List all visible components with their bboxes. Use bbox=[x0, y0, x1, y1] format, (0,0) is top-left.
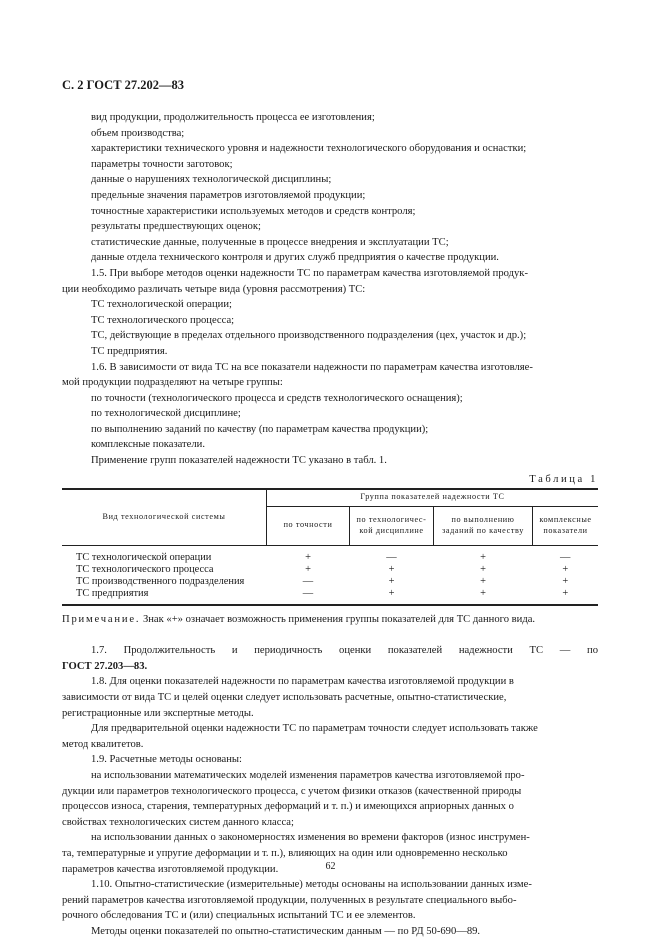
reliability-groups-table bbox=[62, 488, 598, 606]
table-caption: Таблица 1 bbox=[529, 473, 598, 485]
note-text: Знак «+» означает возможность применения группы показателей для ТС данного вида. bbox=[142, 613, 536, 625]
text-line: свойствах технологических систем данного класса; bbox=[62, 816, 294, 828]
text-line: процессов износа, старения, температурных деформаций и т. п.) и имеющихся априорных данных о bbox=[62, 801, 514, 813]
row-cell-c3: + bbox=[480, 563, 486, 575]
text-line: точностные характеристики используемых методов и средств контроля; bbox=[91, 205, 416, 217]
row-system-name: ТС производственного подразделения bbox=[76, 575, 245, 587]
row-cell-c3: + bbox=[480, 575, 486, 587]
row-cell-c1: — bbox=[302, 575, 314, 587]
row-cell-c4: — bbox=[560, 551, 571, 563]
text-line: рений параметров качества изготовляемой продукции, полученных в результате специального выбо- bbox=[62, 894, 517, 906]
page-header: С. 2 ГОСТ 27.202—83 bbox=[62, 78, 185, 92]
text-line: по выполнению заданий по качеству (по параметрам качества продукции); bbox=[91, 423, 429, 435]
text-line: Для предварительной оценки надежности ТС по параметрам точности следует использовать также bbox=[91, 723, 538, 735]
row-system-name: ТС технологического процесса bbox=[76, 563, 214, 575]
text-line: ТС технологического процесса; bbox=[91, 314, 235, 326]
note-label: Примечание. bbox=[62, 613, 141, 625]
col-header-accuracy: по точности bbox=[267, 506, 350, 545]
table-row bbox=[62, 545, 598, 564]
row-cell-c4: + bbox=[533, 588, 599, 605]
row-cell-c1: + bbox=[305, 551, 311, 563]
row-cell-c2: + bbox=[350, 588, 434, 605]
row-cell-c1: — bbox=[267, 588, 350, 605]
text-line: ГОСТ 27.203—83. bbox=[62, 660, 148, 672]
row-system-name: ТС предприятия bbox=[62, 588, 267, 605]
col-header-quality-tasks: по выполнению заданий по качеству bbox=[434, 506, 533, 545]
text-line: рочного обследования ТС и (или) специальных испытаний ТС и ее элементов. bbox=[62, 910, 416, 922]
text-line: результаты предшествующих оценок; bbox=[91, 221, 261, 233]
col-header-system-type: Вид технологической системы bbox=[62, 489, 267, 546]
table-note bbox=[62, 612, 598, 628]
text-line: на использовании математических моделей изменения параметров качества изготовляемой про- bbox=[91, 770, 525, 781]
col-header-discipline: по технологичес- кой дисциплине bbox=[350, 506, 434, 545]
text-line: ТС, действующие в пределах отдельного производственного подразделения (цех, участок и др.); bbox=[91, 330, 527, 342]
text-line: данные о нарушениях технологической дисциплины; bbox=[91, 174, 332, 186]
table-row bbox=[62, 564, 598, 576]
row-cell-c2: + bbox=[388, 563, 395, 575]
text-line: по точности (технологического процесса и средств технологического оснащения); bbox=[91, 392, 463, 404]
text-line: 1.6. В зависимости от вида ТС на все показатели надежности по параметрам качества изготовляе- bbox=[91, 361, 533, 373]
text-line: данные отдела технического контроля и других служб предприятия о качестве продукции. bbox=[91, 252, 499, 264]
text-line: мой продукции подразделяют на четыре группы: bbox=[62, 377, 283, 389]
text-line: на использовании данных о закономерностях изменения во времени факторов (износ инструмен- bbox=[91, 832, 530, 844]
text-line: вид продукции, продолжительность процесса ее изготовления; bbox=[91, 112, 375, 123]
text-line: объем производства; bbox=[91, 127, 185, 139]
text-line: 1.5. При выборе методов оценки надежности ТС по параметрам качества изготовляемой продук- bbox=[91, 267, 528, 279]
row-cell-c3: + bbox=[480, 551, 486, 563]
text-line: статистические данные, полученные в процессе внедрения и эксплуатации ТС; bbox=[91, 236, 449, 248]
text-line: предельные значения параметров изготовляемой продукции; bbox=[91, 189, 366, 201]
text-line: 1.8. Для оценки показателей надежности по параметрам качества изготовляемой продукции в bbox=[91, 676, 514, 688]
col-header-group: Группа показателей надежности ТС bbox=[267, 489, 599, 507]
text-line: Методы оценки показателей по опытно-статистическим данным — по РД 50-690—89. bbox=[91, 925, 481, 937]
upper-paragraphs bbox=[62, 110, 598, 469]
table-row bbox=[62, 576, 598, 588]
row-cell-c2: + bbox=[388, 575, 395, 587]
row-cell-c4: + bbox=[562, 575, 569, 587]
text-line: по технологической дисциплине; bbox=[91, 408, 241, 420]
text-line: параметров качества изготовляемой продукции. bbox=[62, 863, 279, 875]
text-line: ТС технологической операции; bbox=[91, 299, 232, 311]
text-line: характеристики технического уровня и надежности технологического оборудования и оснастки; bbox=[91, 143, 527, 155]
row-system-name: ТС технологической операции bbox=[76, 551, 212, 563]
text-line: параметры точности заготовок; bbox=[91, 158, 233, 170]
body-text bbox=[62, 110, 598, 940]
row-cell-c4: + bbox=[562, 563, 569, 575]
text-line: Применение групп показателей надежности ТС указано в табл. 1. bbox=[91, 455, 387, 467]
text-line: ТС предприятия. bbox=[91, 345, 168, 357]
row-cell-c3: + bbox=[434, 588, 533, 605]
lower-paragraphs bbox=[62, 643, 598, 939]
text-line: 1.10. Опытно-статистические (измерительные) методы основаны на использовании данных изме- bbox=[91, 879, 532, 891]
row-cell-c2: — bbox=[386, 551, 397, 563]
text-line: ции необходимо различать четыре вида (уровня рассмотрения) ТС: bbox=[62, 283, 366, 295]
text-line: зависимости от вида ТС и целей оценки следует использовать расчетные, опытно-статистические, bbox=[62, 692, 507, 704]
row-cell-c1: + bbox=[305, 563, 311, 575]
col-header-complex: комплексные показатели bbox=[533, 506, 599, 545]
text-line: комплексные показатели. bbox=[91, 439, 205, 451]
table-row bbox=[62, 588, 598, 605]
text-line: 1.7. Продолжительность и периодичность оценки показателей надежности ТС — по bbox=[91, 645, 598, 657]
text-line: 1.9. Расчетные методы основаны: bbox=[91, 754, 242, 766]
text-line: дукции или параметров технологического процесса, с учетом физики отказов (качественной природы bbox=[62, 785, 522, 797]
text-line: метод квалитетов. bbox=[62, 738, 144, 750]
page-number: 62 bbox=[325, 861, 336, 872]
text-line: регистрационные или экспертные методы. bbox=[62, 707, 254, 719]
text-line: та, температурные и упругие деформации и т. п.), влияющих на один или одновременно несколько bbox=[62, 847, 508, 859]
table-body bbox=[62, 545, 598, 605]
